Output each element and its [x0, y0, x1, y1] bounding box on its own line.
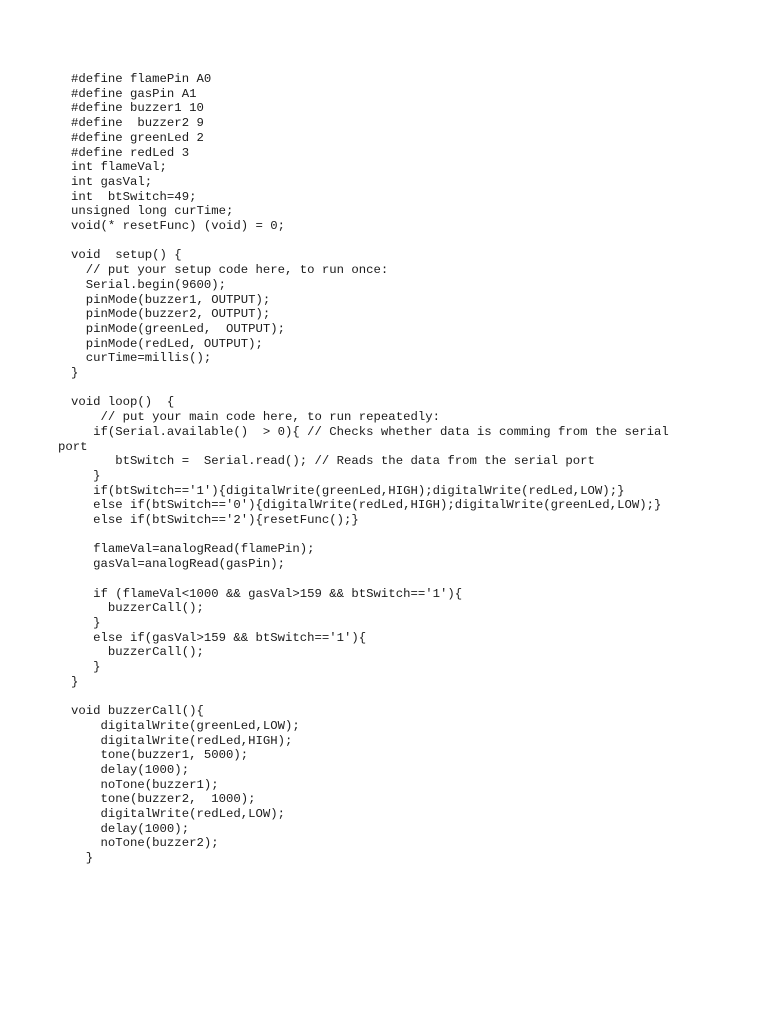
code-line: if(Serial.available() > 0){ // Checks whether data is comming from the serial [71, 424, 669, 439]
code-line: #define gasPin A1 [71, 86, 197, 101]
code-line [71, 381, 669, 396]
code-line: digitalWrite(greenLed,LOW); [71, 718, 300, 733]
code-line: #define buzzer1 10 [71, 101, 204, 116]
code-line: flameVal=analogRead(flamePin); [71, 542, 315, 557]
code-line: } [71, 660, 101, 675]
code-line [71, 528, 669, 543]
code-line: buzzerCall(); [71, 645, 204, 660]
code-line: else if(gasVal>159 && btSwitch=='1'){ [71, 630, 367, 645]
code-line: void buzzerCall(){ [71, 704, 204, 719]
code-line: noTone(buzzer1); [71, 777, 219, 792]
code-line: int flameVal; [71, 160, 167, 175]
code-line: else if(btSwitch=='0'){digitalWrite(redLed,HIGH);digitalWrite(greenLed,LOW);} [71, 498, 662, 513]
code-line: btSwitch = Serial.read(); // Reads the data from the serial port [71, 454, 595, 469]
code-line: if (flameVal<1000 && gasVal>159 && btSwitch=='1'){ [71, 586, 463, 601]
code-line: pinMode(greenLed, OUTPUT); [71, 321, 286, 336]
code-line: pinMode(redLed, OUTPUT); [71, 336, 263, 351]
code-line: buzzerCall(); [71, 601, 204, 616]
code-line: void loop() { [71, 395, 175, 410]
code-line: tone(buzzer2, 1000); [71, 792, 256, 807]
code-line: noTone(buzzer2); [71, 836, 219, 851]
code-line: // put your setup code here, to run once: [71, 263, 389, 278]
code-line: delay(1000); [71, 821, 190, 836]
code-line: else if(btSwitch=='2'){resetFunc();} [71, 513, 359, 528]
code-line: digitalWrite(redLed,LOW); [71, 807, 286, 822]
code-line: tone(buzzer1, 5000); [71, 748, 249, 763]
code-line: void setup() { [71, 248, 182, 263]
code-line: #define greenLed 2 [71, 130, 204, 145]
code-line [71, 689, 669, 704]
code-line: port [58, 439, 88, 454]
code-line: unsigned long curTime; [71, 204, 234, 219]
code-line: if(btSwitch=='1'){digitalWrite(greenLed,HIGH);digitalWrite(redLed,LOW);} [71, 483, 625, 498]
code-line: digitalWrite(redLed,HIGH); [71, 733, 293, 748]
code-line: int gasVal; [71, 174, 153, 189]
code-line: } [71, 615, 101, 630]
code-line: #define redLed 3 [71, 145, 190, 160]
code-line: void(* resetFunc) (void) = 0; [71, 219, 286, 234]
code-line: curTime=millis(); [71, 351, 212, 366]
code-line: } [71, 674, 79, 689]
code-line: pinMode(buzzer1, OUTPUT); [71, 292, 271, 307]
code-line: // put your main code here, to run repeatedly: [71, 410, 440, 425]
code-line: delay(1000); [71, 762, 190, 777]
code-line: gasVal=analogRead(gasPin); [71, 557, 286, 572]
code-line [71, 572, 669, 587]
code-line: } [71, 851, 94, 866]
code-line: #define flamePin A0 [71, 72, 212, 86]
code-line: } [71, 468, 101, 483]
code-line [71, 234, 669, 249]
code-line: Serial.begin(9600); [71, 277, 226, 292]
code-line: pinMode(buzzer2, OUTPUT); [71, 307, 271, 322]
code-line: int btSwitch=49; [71, 189, 197, 204]
code-line: #define buzzer2 9 [71, 116, 204, 131]
code-line: } [71, 366, 79, 381]
code-listing [58, 72, 669, 866]
